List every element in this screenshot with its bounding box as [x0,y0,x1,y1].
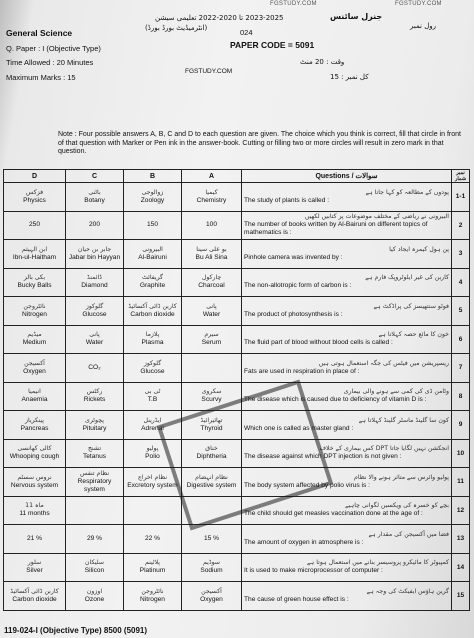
question-english: The child should get measles vaccination done at the age of : [244,510,423,518]
option-english: Jabar bin Hayyan [68,253,121,261]
column-question-header: Questions / سوالات [242,170,452,183]
question-number: 13 [452,525,470,554]
option-urdu: آکسیجن [24,359,45,367]
option-c[interactable] [66,211,124,240]
session-urdu: 2023-2025 تا 2020-2022 تعلیمی سیشن [155,14,284,22]
option-urdu: کاربن ڈائی آکسائیڈ [128,302,177,310]
question-text [242,268,452,297]
option-urdu: پچوٹری [85,416,104,424]
option-urdu: تشنج [87,445,102,453]
question-number: 4 [452,268,470,297]
question-row [4,240,470,269]
option-urdu: انیمیا [28,388,41,396]
option-urdu: نائٹروجن [141,587,164,595]
option-english: Chemistry [196,196,227,204]
option-urdu: سوڈیم [203,559,220,567]
option-c[interactable] [66,582,124,611]
question-urdu: فضا میں آکسیجن کی مقدار ہے [368,530,449,538]
question-number: 1-1 [452,183,470,212]
option-english: Medium [22,339,47,347]
option-urdu: باٹنی [88,188,101,196]
option-english: Silver [26,567,43,575]
option-d[interactable] [4,382,66,411]
question-english: It is used to make microprocessor of computer : [244,567,383,575]
question-number: 3 [452,240,470,269]
option-urdu: سیرم [204,331,219,339]
option-english: Carbon dioxide [12,595,57,603]
option-urdu: کیمیا [205,188,218,196]
option-urdu: بکی بالز [23,274,46,282]
option-english: Oxygen [23,367,46,375]
option-english: 21 % [26,534,43,542]
watermark: FGSTUDY.COM [270,1,317,7]
site-watermark: FGSTUDY.COM [185,68,233,75]
option-urdu: پلاٹینم [145,559,160,567]
option-urdu: 11 ماہ [25,502,44,510]
option-urdu: گلوکوز [143,359,162,367]
option-english: Serum [201,339,222,347]
option-english: Graphite [139,282,166,290]
question-row [4,553,470,582]
question-english: The cause of green house effect is : [244,595,349,603]
question-urdu: کاربن کی غیر ایلوٹروپک فارم ہے [365,274,449,282]
option-english: Diamond [81,282,108,290]
roll-no-urdu: رول نمبر [410,22,437,30]
question-urdu: البیرونی نے ریاضی کے مختلف موضوعات پر کتابیں لکھیں [304,213,449,221]
question-row [4,354,470,383]
option-english: Bucky Balls [17,282,52,290]
option-urdu: میڈیم [27,331,42,339]
option-english: Sodium [200,567,223,575]
option-c[interactable] [66,354,124,383]
option-english: Scurvy [201,396,222,404]
option-english: Glucose [140,367,165,375]
option-english: Water [85,339,104,347]
option-urdu: اوزون [86,587,103,595]
option-c[interactable] [66,439,124,468]
question-english: The product of photosynthesis is : [244,310,343,318]
option-english: 150 [146,221,158,229]
option-english: Pancreas [20,424,49,432]
question-text [242,240,452,269]
table-header-row [4,170,470,183]
watermark: FGSTUDY.COM [395,1,442,7]
option-d[interactable] [4,411,66,440]
question-urdu: خون کا مائع حصہ کہلاتا ہے [378,331,449,339]
option-urdu: البیرونی [142,245,163,253]
question-text [242,325,452,354]
question-text [242,525,452,554]
question-english: The number of books written by Al-Bairuni on different topics of mathematics is : [244,221,428,237]
question-row [4,325,470,354]
option-b[interactable] [124,354,182,383]
option-d[interactable] [4,268,66,297]
question-english: The disease which is caused due to deficiency of vitamin D is : [244,396,427,404]
option-english: 250 [28,221,40,229]
option-a[interactable] [182,211,242,240]
question-number: 10 [452,439,470,468]
option-english: 29 % [86,534,103,542]
option-english: 11 months [19,510,50,518]
instructions-note: Note : Four possible answers A, B, C and D to each question are given. The choice which you think is correct, fill that circle in front of that question with Marker or Pen ink in the answer-book. Cutting or filling two or more circles will result in zero mark in that question. [58,131,461,155]
option-c[interactable] [66,553,124,582]
column-number-header: نمبر شمار [452,170,470,183]
option-urdu: پلازما [145,331,160,339]
option-english: Excretory system [127,481,178,489]
option-d[interactable] [4,496,66,525]
option-urdu: جابر بن حیان [77,245,112,253]
option-english: Nervous system [10,481,59,489]
paper-code: PAPER CODE = 5091 [230,40,315,50]
code-024: 024 [240,28,253,37]
option-english: Rickets [83,396,106,404]
option-d[interactable] [4,325,66,354]
option-english: Polio [145,453,160,461]
question-text [242,553,452,582]
question-urdu: فوٹو سنتھیسز کی پراڈکٹ ہے [373,302,449,310]
option-urdu: گلوکوز [85,302,104,310]
option-english: Whooping cough [9,453,60,461]
paper-type: Q. Paper : I (Objective Type) [6,44,101,53]
question-row [4,525,470,554]
option-b[interactable] [124,382,182,411]
option-urdu: ایڈرینل [143,416,162,424]
option-d[interactable] [4,582,66,611]
option-urdu: نظام انہضام [195,473,228,481]
question-number: 12 [452,496,470,525]
question-english: The amount of oxygen in atmosphere is : [244,538,364,546]
option-d[interactable] [4,240,66,269]
question-urdu: وٹامن ڈی کی کمی سے ہونے والی بیماری [343,388,449,396]
option-english: Diphtheria [196,453,227,461]
question-text [242,354,452,383]
question-english: The study of plants is called : [244,196,330,204]
option-c[interactable] [66,496,124,525]
option-d[interactable] [4,439,66,468]
option-b[interactable] [124,183,182,212]
option-urdu: پینکریاز [25,416,44,424]
question-text [242,183,452,212]
option-english: Pituitary [82,424,107,432]
question-number: 5 [452,297,470,326]
option-english: Nitrogen [22,310,47,318]
option-english: Digestive system [186,481,237,489]
option-urdu: چارکول [201,274,222,282]
option-urdu: ابن الہیثم [21,245,48,253]
option-english: 15 % [203,534,220,542]
option-english: CO₂ [88,363,101,371]
question-number: 2 [452,211,470,240]
option-english: 22 % [144,534,161,542]
option-a[interactable] [182,297,242,326]
question-number: 7 [452,354,470,383]
option-english: 100 [205,221,217,229]
subject-urdu: جنرل سائنس [330,12,383,21]
time-allowed: Time Allowed : 20 Minutes [6,58,94,67]
option-c[interactable] [66,382,124,411]
option-english: Platinum [139,567,166,575]
question-row [4,582,470,611]
option-urdu: فزکس [25,188,44,196]
option-urdu: تھائیرائیڈ [200,416,223,424]
option-english: Zoology [140,196,165,204]
option-b[interactable] [124,525,182,554]
option-urdu: نروس سسٹم [17,473,52,481]
option-english: 200 [88,221,100,229]
question-urdu: پن ہول کیمرہ ایجاد کیا [389,245,449,253]
option-b[interactable] [124,297,182,326]
question-english: Pinhole camera was invented by : [244,253,343,261]
column-a-header: A [182,170,242,183]
question-row [4,268,470,297]
option-urdu: سکروی [201,388,222,396]
option-urdu: آکسیجن [201,587,222,595]
option-c[interactable] [66,325,124,354]
question-number: 9 [452,411,470,440]
option-b[interactable] [124,211,182,240]
question-urdu: گرین ہاؤس ایفیکٹ کی وجہ ہے [366,587,449,595]
option-urdu: نائٹروجن [23,302,46,310]
option-urdu: ڈائمنڈ [87,274,102,282]
option-d[interactable] [4,211,66,240]
option-d[interactable] [4,183,66,212]
option-english: Botany [84,196,105,204]
option-c[interactable] [66,468,124,497]
option-urdu: خناق [205,445,218,453]
question-number: 14 [452,553,470,582]
option-c[interactable] [66,297,124,326]
option-english: Bu Ali Sina [195,253,228,261]
option-c[interactable] [66,240,124,269]
maximum-marks: Maximum Marks : 15 [6,73,76,82]
option-english: Thyroid [200,424,223,432]
option-b[interactable] [124,325,182,354]
time-urdu: وقت : 20 منٹ [300,58,345,66]
option-d[interactable] [4,297,66,326]
option-b[interactable] [124,496,182,525]
question-number: 6 [452,325,470,354]
option-b[interactable] [124,553,182,582]
column-c-header: C [66,170,124,183]
option-english: Anaemia [21,396,48,404]
option-c[interactable] [66,411,124,440]
subject-english: General Science [6,28,73,38]
question-english: The disease against which DPT injection is not given : [244,453,402,461]
option-urdu: زوالوجی [141,188,164,196]
question-number: 11 [452,468,470,497]
question-urdu: پودوں کے مطالعہ کو کہا جاتا ہے [365,188,449,196]
option-a[interactable] [182,183,242,212]
question-text [242,582,452,611]
option-urdu: ٹی بی [144,388,161,396]
option-english: Tetanus [82,453,107,461]
option-english: Physics [23,196,46,204]
option-english: Silicon [84,567,105,575]
question-urdu: کون سا گلینڈ ماسٹر گلینڈ کہلاتا ہے [358,416,449,424]
option-english: Ibn-ul-Haitham [12,253,57,261]
option-english: Ozone [84,595,105,603]
option-urdu: سلیکان [85,559,104,567]
option-urdu: نظام تنفس [79,469,110,477]
question-urdu: کس بیماری کے خلاف DPT انجکشن نہیں لگایا جاتا [319,445,449,453]
option-d[interactable] [4,525,66,554]
option-d[interactable] [4,553,66,582]
option-urdu: بو علی سینا [196,245,227,253]
option-b[interactable] [124,582,182,611]
option-urdu: نظام اخراج [137,473,168,481]
question-text [242,297,452,326]
column-b-header: B [124,170,182,183]
option-english: Al-Bairuni [138,253,167,261]
question-urdu: کمپیوٹر کا مائیکرو پروسیسر بنانے میں استعمال ہوتا ہے [307,559,449,567]
option-b[interactable] [124,268,182,297]
option-c[interactable] [66,525,124,554]
option-english: Charcoal [198,282,225,290]
option-english: Nitrogen [140,595,165,603]
option-english: Oxygen [200,595,223,603]
option-urdu: گریفائٹ [142,274,163,282]
question-row [4,183,470,212]
marks-urdu: کل نمبر : 15 [330,73,369,81]
option-english: Respiratory system [77,477,112,493]
question-row [4,297,470,326]
option-c[interactable] [66,268,124,297]
option-urdu: پانی [89,331,100,339]
question-urdu: ریسپریشن میں فیٹس کی جگہ استعمال ہوتی ہیں [318,359,449,367]
board-urdu: (انٹرمیڈیٹ بورڈ بورڈ) [145,24,208,32]
option-d[interactable] [4,354,66,383]
question-text [242,211,452,240]
option-urdu: پولیو [146,445,159,453]
question-urdu: پولیو وائرس سے متاثر ہونے والا نظام [354,473,449,481]
option-urdu: پانی [206,302,217,310]
option-english: Adrenal [141,424,164,432]
option-english: Water [202,310,221,318]
question-english: Which one is called as master gland : [244,424,354,432]
option-a[interactable] [182,240,242,269]
option-c[interactable] [66,183,124,212]
option-english: Plasma [141,339,164,347]
option-english: Glucose [82,310,107,318]
question-number: 15 [452,582,470,611]
question-english: The non-allotropic form of carbon is : [244,282,352,290]
option-english: Carbon dioxide [130,310,175,318]
question-urdu: بچے کو خسرہ کی ویکسین لگوانی چاہیے [345,502,449,510]
option-urdu: رکٹس [86,388,103,396]
question-row [4,211,470,240]
option-english: T.B [147,396,158,404]
option-a[interactable] [182,354,242,383]
option-a[interactable] [182,325,242,354]
option-urdu: سلور [27,559,42,567]
option-urdu: کاربن ڈائی آکسائیڈ [10,587,59,595]
option-a[interactable] [182,582,242,611]
question-english: The body system affected by polio virus is : [244,481,370,489]
question-number: 8 [452,382,470,411]
option-urdu: کالی کھانسی [17,445,52,453]
footer-code: 119-024-I (Objective Type) 8500 (5091) [4,626,148,635]
option-b[interactable] [124,240,182,269]
option-d[interactable] [4,468,66,497]
option-a[interactable] [182,268,242,297]
question-english: Fats are used in respiration in place of : [244,367,360,375]
questions-table [3,169,470,611]
question-english: The fluid part of blood without blood cells is called : [244,339,393,347]
option-a[interactable] [182,553,242,582]
column-d-header: D [4,170,66,183]
